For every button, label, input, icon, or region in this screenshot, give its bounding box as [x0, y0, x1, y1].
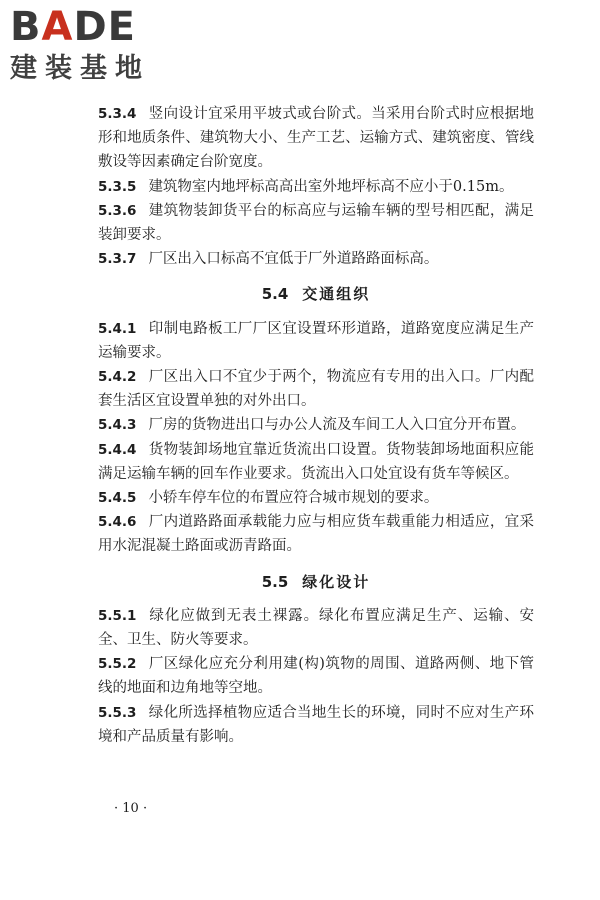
clause-number: 5.4.6: [98, 514, 137, 531]
clause-paragraph: [98, 652, 534, 700]
clause-text: 绿化应做到无表土裸露。绿化布置应满足生产、运输、安全、卫生、防火等要求。: [98, 607, 534, 649]
page-number: · 10 ·: [114, 801, 148, 816]
clause-text: 建筑物室内地坪标高高出室外地坪标高不应小于0.15m。: [148, 178, 514, 195]
clause-paragraph: [98, 701, 534, 749]
clause-number: 5.5.1: [98, 607, 137, 624]
logo-wordmark: BADE: [10, 4, 136, 50]
section-heading: [98, 282, 534, 306]
document-body: [98, 102, 534, 749]
clause-text: 厂内道路路面承载能力应与相应货车载重能力相适应，宜采用水泥混凝土路面或沥青路面。: [98, 514, 534, 555]
clause-number: 5.3.7: [98, 251, 137, 268]
clause-number: 5.3.5: [98, 178, 137, 195]
section-title-text: 交通组织: [302, 285, 371, 304]
clause-text: 印制电路板工厂厂区宜设置环形道路，道路宽度应满足生产运输要求。: [98, 320, 534, 361]
logo-subtitle: 建装基地: [10, 53, 150, 84]
clause-number: 5.4.2: [98, 369, 137, 386]
clause-paragraph: [98, 102, 534, 175]
clause-paragraph: [98, 486, 534, 510]
brand-logo: [10, 6, 180, 94]
clause-number: 5.4.3: [98, 417, 137, 434]
clause-paragraph: [98, 604, 534, 652]
clause-number: 5.4.4: [98, 441, 137, 458]
clause-number: 5.4.5: [98, 490, 137, 507]
clause-number: 5.5.2: [98, 656, 137, 673]
section-number: 5.5: [261, 572, 289, 591]
section-title-text: 绿化设计: [302, 572, 371, 591]
section-number: 5.4: [261, 285, 289, 304]
clause-text: 竖向设计宜采用平坡式或台阶式。当采用台阶式时应根据地形和地质条件、建筑物大小、生产工艺、运输方式、建筑密度、管线敷设等因素确定台阶宽度。: [98, 106, 534, 171]
clause-paragraph: [98, 175, 534, 199]
clause-paragraph: [98, 317, 534, 365]
clause-text: 厂区出入口标高不宜低于厂外道路路面标高。: [148, 251, 439, 268]
clause-number: 5.3.6: [98, 202, 137, 219]
clause-paragraph: [98, 365, 534, 413]
clause-text: 厂区出入口不宜少于两个，物流应有专用的出入口。厂内配套生活区宜设置单独的对外出口。: [98, 369, 534, 410]
clause-number: 5.3.4: [98, 106, 137, 122]
clause-number: 5.4.1: [98, 320, 137, 337]
clause-paragraph: [98, 247, 534, 271]
clause-number: 5.5.3: [98, 704, 137, 721]
clause-paragraph: [98, 199, 534, 247]
clause-paragraph: [98, 438, 534, 486]
clause-text: 厂区绿化应充分利用建(构)筑物的周围、道路两侧、地下管线的地面和边角地等空地。: [98, 656, 534, 697]
clause-text: 货物装卸场地宜靠近货流出口设置。货物装卸场地面积应能满足运输车辆的回车作业要求。货流出入口处宜设有货车等候区。: [98, 441, 534, 482]
clause-paragraph: [98, 413, 534, 437]
clause-text: 厂房的货物进出口与办公人流及车间工人入口宜分开布置。: [148, 417, 526, 434]
clause-text: 绿化所选择植物应适合当地生长的环境，同时不应对生产环境和产品质量有影响。: [98, 704, 534, 745]
section-heading: [98, 570, 534, 594]
clause-text: 小轿车停车位的布置应符合城市规划的要求。: [148, 490, 439, 507]
clause-paragraph: [98, 510, 534, 558]
clause-text: 建筑物装卸货平台的标高应与运输车辆的型号相匹配，满足装卸要求。: [98, 202, 534, 244]
